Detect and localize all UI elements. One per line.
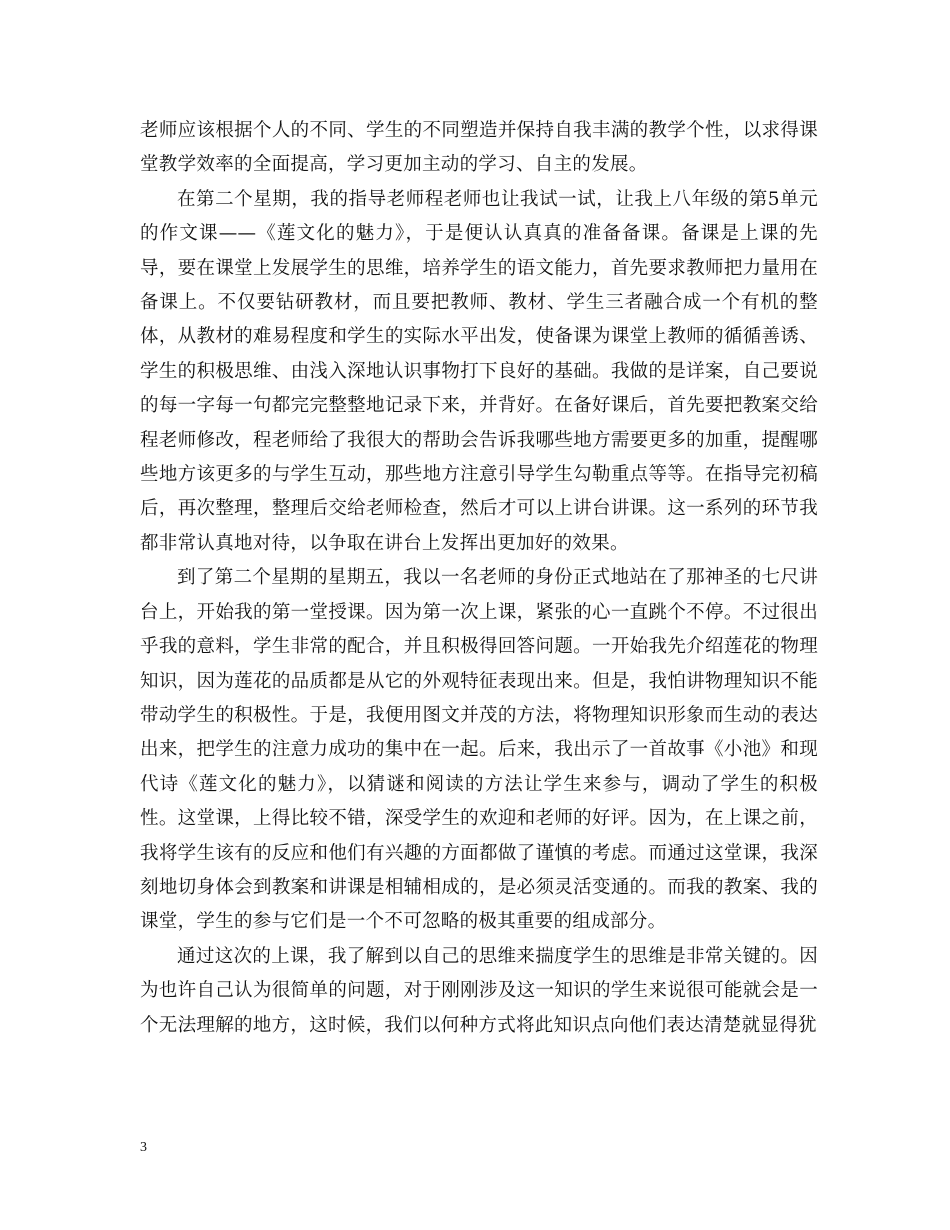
paragraph-3: 到了第二个星期的星期五，我以一名老师的身份正式地站在了那神圣的七尺讲台上，开始我的第一堂授课。因为第一次上课，紧张的心一直跳个不停。不过很出乎我的意料，学生非常的配合，并且积极得回答问题。一开始我先介绍莲花的物理知识，因为莲花的品质都是从它的外观特征表现出来。但是，我怕讲物理知识不能带动学生的积极性。于是，我便用图文并茂的方法，将物理知识形象而生动的表达出来，把学生的注意力成功的集中在一起。后来，我出示了一首故事《小池》和现代诗《莲文化的魅力》，以猜谜和阅读的方法让学生来参与，调动了学生的积极性。这堂课，上得比较不错，深受学生的欢迎和老师的好评。因为，在上课之前，我将学生该有的反应和他们有兴趣的方面都做了谨慎的考虑。而通过这堂课，我深刻地切身体会到教案和讲课是相辅相成的，是必须灵活变通的。而我的教案、我的课堂，学生的参与它们是一个不可忽略的极其重要的组成部分。 <box>140 567 818 933</box>
paragraph-1: 老师应该根据个人的不同、学生的不同塑造并保持自我丰满的教学个性，以求得课堂教学效率的全面提高，学习更加主动的学习、自主的发展。 <box>140 120 818 176</box>
document-body <box>140 114 818 1043</box>
page-number: 3 <box>140 1140 147 1155</box>
paragraph-4: 通过这次的上课，我了解到以自己的思维来揣度学生的思维是非常关键的。因为也许自己认为很简单的问题，对于刚刚涉及这一知识的学生来说很可能就会是一个无法理解的地方，这时候，我们以何种方式将此知识点向他们表达清楚就显得犹 <box>140 945 818 1036</box>
paragraph-2: 在第二个星期，我的指导老师程老师也让我试一试，让我上八年级的第5单元的作文课——《莲文化的魅力》，于是便认认真真的准备备课。备课是上课的先导，要在课堂上发展学生的思维，培养学生的语文能力，首先要求教师把力量用在备课上。不仅要钻研教材，而且要把教师、教材、学生三者融合成一个有机的整体，从教材的难易程度和学生的实际水平出发，使备课为课堂上教师的循循善诱、学生的积极思维、由浅入深地认识事物打下良好的基础。我做的是详案，自己要说的每一字每一句都完完整整地记录下来，并背好。在备好课后，首先要把教案交给程老师修改，程老师给了我很大的帮助会告诉我哪些地方需要更多的加重，提醒哪些地方该更多的与学生互动，那些地方注意引导学生勾勒重点等等。在指导完初稿后，再次整理，整理后交给老师检查，然后才可以上讲台讲课。这一系列的环节我都非常认真地对待，以争取在讲台上发挥出更加好的效果。 <box>140 188 818 554</box>
